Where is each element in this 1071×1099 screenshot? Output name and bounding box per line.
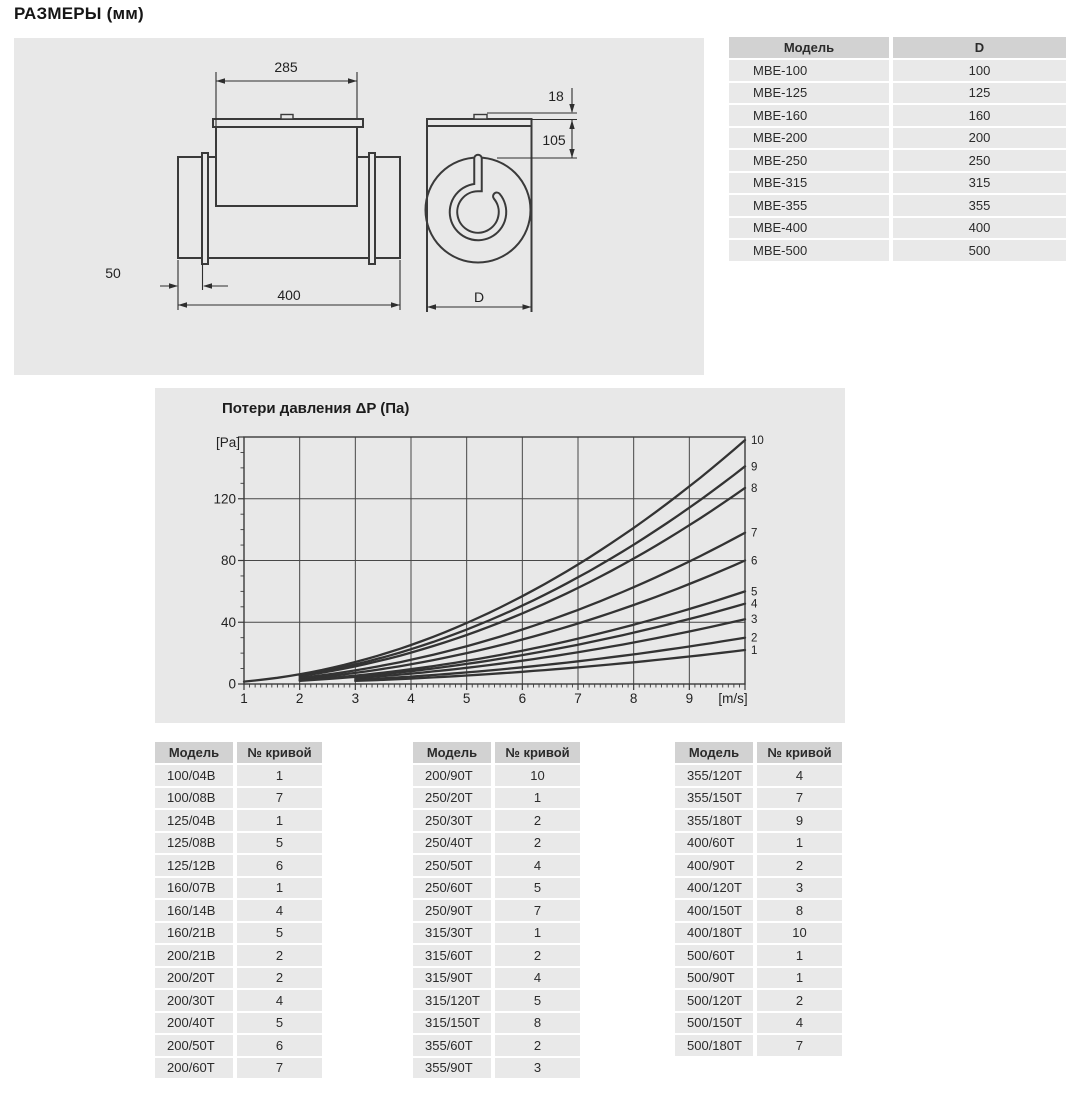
- table-row: [729, 105, 1066, 128]
- table-row: [729, 218, 1066, 241]
- column-header: № кривой: [495, 742, 580, 765]
- value-cell: 5: [237, 923, 322, 946]
- x-axis-unit-label: [m/s]: [718, 691, 748, 706]
- model-cell: 200/21В: [155, 945, 237, 968]
- model-cell: 355/90Т: [413, 1058, 495, 1081]
- model-cell: 250/20Т: [413, 788, 495, 811]
- value-cell: 1: [495, 923, 580, 946]
- table-row: [413, 1013, 580, 1036]
- value-cell: 2: [237, 968, 322, 991]
- value-cell: 8: [495, 1013, 580, 1036]
- header-row: [729, 37, 1066, 60]
- model-cell: 250/40Т: [413, 833, 495, 856]
- model-cell: 355/180Т: [675, 810, 757, 833]
- lid-knob: [281, 115, 293, 120]
- value-cell: 160: [893, 105, 1066, 128]
- dim-label-knob-height: 18: [548, 88, 564, 104]
- data-table: [413, 742, 580, 1080]
- curve-label-2: 2: [751, 632, 758, 645]
- table-row: [413, 968, 580, 991]
- model-cell: 100/04В: [155, 765, 237, 788]
- table-row: [729, 83, 1066, 106]
- x-tick-label: 7: [574, 691, 582, 706]
- curve-label-4: 4: [751, 598, 758, 611]
- column-header: D: [893, 37, 1066, 60]
- value-cell: 250: [893, 150, 1066, 173]
- model-cell: 200/20Т: [155, 968, 237, 991]
- table-row: [155, 788, 322, 811]
- table-row: [155, 923, 322, 946]
- table-row: [729, 195, 1066, 218]
- model-cell: 160/21В: [155, 923, 237, 946]
- table-row: [675, 878, 842, 901]
- value-cell: 2: [757, 855, 842, 878]
- table-row: [155, 833, 322, 856]
- data-table: [729, 37, 1066, 263]
- model-cell: 200/50Т: [155, 1035, 237, 1058]
- x-tick-label: 5: [462, 691, 471, 706]
- table-row: [155, 765, 322, 788]
- table-row: [155, 968, 322, 991]
- table-row: [155, 1013, 322, 1036]
- x-tick-label: 6: [518, 691, 527, 706]
- value-cell: 2: [495, 833, 580, 856]
- model-cell: МВЕ-125: [729, 83, 893, 106]
- model-cell: МВЕ-250: [729, 150, 893, 173]
- dimensions-drawing-panel: [14, 38, 704, 375]
- table-row: [413, 945, 580, 968]
- model-cell: 315/90Т: [413, 968, 495, 991]
- pressure-loss-chart: [155, 388, 845, 723]
- table-row: [413, 855, 580, 878]
- y-tick-label: 40: [220, 614, 236, 630]
- table-row: [413, 1035, 580, 1058]
- data-table: [675, 742, 842, 1058]
- table-row: [729, 60, 1066, 83]
- curve-table-2: [413, 742, 580, 1080]
- table-row: [675, 810, 842, 833]
- table-row: [675, 923, 842, 946]
- value-cell: 4: [237, 900, 322, 923]
- model-cell: 500/120Т: [675, 990, 757, 1013]
- model-cell: 200/40Т: [155, 1013, 237, 1036]
- curve-table-1: [155, 742, 322, 1080]
- table-row: [413, 900, 580, 923]
- model-cell: 315/120Т: [413, 990, 495, 1013]
- table-row: [675, 833, 842, 856]
- model-cell: 500/90Т: [675, 968, 757, 991]
- model-cell: 400/120Т: [675, 878, 757, 901]
- x-tick-label: 4: [407, 691, 415, 706]
- model-cell: МВЕ-315: [729, 173, 893, 196]
- model-cell: 500/150Т: [675, 1013, 757, 1036]
- value-cell: 4: [495, 855, 580, 878]
- terminal-box-lid: [213, 119, 363, 127]
- value-cell: 315: [893, 173, 1066, 196]
- page-title: РАЗМЕРЫ (мм): [14, 4, 144, 23]
- header-row: [413, 742, 580, 765]
- table-row: [675, 788, 842, 811]
- value-cell: 3: [757, 878, 842, 901]
- table-row: [729, 150, 1066, 173]
- table-row: [413, 788, 580, 811]
- column-header: Модель: [675, 742, 757, 765]
- value-cell: 1: [237, 810, 322, 833]
- model-cell: 355/150Т: [675, 788, 757, 811]
- value-cell: 125: [893, 83, 1066, 106]
- column-header: Модель: [729, 37, 893, 60]
- curve-table-3: [675, 742, 842, 1058]
- value-cell: 2: [237, 945, 322, 968]
- x-tick-label: 9: [685, 691, 694, 706]
- curve-label-1: 1: [751, 645, 758, 658]
- value-cell: 2: [495, 1035, 580, 1058]
- table-row: [155, 1058, 322, 1081]
- table-row: [675, 990, 842, 1013]
- model-cell: 250/50Т: [413, 855, 495, 878]
- table-row: [155, 855, 322, 878]
- table-row: [675, 765, 842, 788]
- value-cell: 4: [495, 968, 580, 991]
- x-tick-label: 2: [295, 691, 304, 706]
- model-cell: 125/08В: [155, 833, 237, 856]
- table-row: [675, 1013, 842, 1036]
- value-cell: 5: [495, 990, 580, 1013]
- model-cell: 500/180Т: [675, 1035, 757, 1058]
- terminal-box: [216, 127, 357, 206]
- value-cell: 7: [495, 900, 580, 923]
- value-cell: 1: [757, 945, 842, 968]
- dim-label-box-width: 285: [274, 59, 298, 75]
- model-cell: МВЕ-400: [729, 218, 893, 241]
- model-cell: 160/14В: [155, 900, 237, 923]
- model-cell: 500/60Т: [675, 945, 757, 968]
- front-silhouette: [427, 119, 532, 312]
- model-cell: 400/180Т: [675, 923, 757, 946]
- value-cell: 355: [893, 195, 1066, 218]
- value-cell: 4: [237, 990, 322, 1013]
- value-cell: 500: [893, 240, 1066, 263]
- table-row: [413, 765, 580, 788]
- y-tick-label: 80: [220, 553, 236, 568]
- value-cell: 2: [495, 945, 580, 968]
- value-cell: 400: [893, 218, 1066, 241]
- right-flange: [369, 153, 375, 264]
- value-cell: 9: [757, 810, 842, 833]
- model-cell: 125/04В: [155, 810, 237, 833]
- table-row: [675, 855, 842, 878]
- curve-label-6: 6: [751, 555, 758, 568]
- value-cell: 7: [237, 788, 322, 811]
- table-row: [675, 900, 842, 923]
- model-cell: 250/90Т: [413, 900, 495, 923]
- x-tick-label: 1: [240, 691, 248, 706]
- dimensions-drawing: [14, 38, 704, 375]
- table-row: [729, 173, 1066, 196]
- model-cell: 315/150Т: [413, 1013, 495, 1036]
- model-cell: 355/120Т: [675, 765, 757, 788]
- y-tick-label: 0: [228, 676, 236, 692]
- model-cell: 160/07В: [155, 878, 237, 901]
- front-view: [426, 115, 532, 313]
- value-cell: 1: [495, 788, 580, 811]
- y-tick-label: 120: [213, 491, 236, 507]
- column-header: Модель: [155, 742, 237, 765]
- value-cell: 1: [237, 878, 322, 901]
- value-cell: 10: [757, 923, 842, 946]
- y-axis-unit-label: [Pa]: [215, 435, 240, 450]
- model-cell: 355/60Т: [413, 1035, 495, 1058]
- value-cell: 2: [757, 990, 842, 1013]
- model-cell: 400/90Т: [675, 855, 757, 878]
- model-cell: 200/60Т: [155, 1058, 237, 1081]
- model-cell: 315/60Т: [413, 945, 495, 968]
- model-cell: 250/30Т: [413, 810, 495, 833]
- front-lid-edge: [427, 119, 532, 126]
- column-header: № кривой: [757, 742, 842, 765]
- column-header: Модель: [413, 742, 495, 765]
- x-tick-label: 3: [351, 691, 360, 706]
- table-row: [729, 128, 1066, 151]
- column-header: № кривой: [237, 742, 322, 765]
- value-cell: 7: [237, 1058, 322, 1081]
- value-cell: 5: [495, 878, 580, 901]
- value-cell: 10: [495, 765, 580, 788]
- table-row: [155, 1035, 322, 1058]
- model-cell: 200/90Т: [413, 765, 495, 788]
- value-cell: 1: [237, 765, 322, 788]
- value-cell: 100: [893, 60, 1066, 83]
- table-row: [675, 1035, 842, 1058]
- value-cell: 1: [757, 968, 842, 991]
- curve-label-8: 8: [751, 482, 758, 495]
- value-cell: 4: [757, 765, 842, 788]
- value-cell: 8: [757, 900, 842, 923]
- value-cell: 7: [757, 788, 842, 811]
- header-row: [675, 742, 842, 765]
- table-row: [729, 240, 1066, 263]
- table-row: [155, 945, 322, 968]
- left-flange: [202, 153, 208, 264]
- value-cell: 3: [495, 1058, 580, 1081]
- table-row: [413, 923, 580, 946]
- model-cell: 400/60Т: [675, 833, 757, 856]
- pressure-loss-chart-panel: [155, 388, 845, 723]
- curve-label-3: 3: [751, 614, 758, 627]
- model-cell: 125/12В: [155, 855, 237, 878]
- dim-label-inlet-offset: 50: [105, 265, 121, 281]
- value-cell: 7: [757, 1035, 842, 1058]
- dim-label-total-length: 400: [277, 287, 301, 303]
- model-cell: МВЕ-200: [729, 128, 893, 151]
- value-cell: 2: [495, 810, 580, 833]
- curve-label-9: 9: [751, 461, 758, 474]
- curve-label-7: 7: [751, 527, 758, 540]
- x-tick-label: 8: [629, 691, 638, 706]
- model-cell: МВЕ-160: [729, 105, 893, 128]
- table-row: [155, 810, 322, 833]
- front-knob: [474, 115, 487, 120]
- side-view: [178, 115, 400, 265]
- table-row: [155, 990, 322, 1013]
- model-cell: 315/30Т: [413, 923, 495, 946]
- value-cell: 4: [757, 1013, 842, 1036]
- table-row: [413, 878, 580, 901]
- model-cell: МВЕ-500: [729, 240, 893, 263]
- dim-label-box-height: 105: [542, 132, 566, 148]
- model-cell: 400/150Т: [675, 900, 757, 923]
- value-cell: 6: [237, 1035, 322, 1058]
- header-row: [155, 742, 322, 765]
- model-cell: 250/60Т: [413, 878, 495, 901]
- table-row: [155, 900, 322, 923]
- value-cell: 5: [237, 833, 322, 856]
- value-cell: 200: [893, 128, 1066, 151]
- model-diameter-table: [729, 37, 1066, 263]
- table-row: [413, 810, 580, 833]
- model-cell: МВЕ-355: [729, 195, 893, 218]
- value-cell: 6: [237, 855, 322, 878]
- model-cell: 100/08В: [155, 788, 237, 811]
- value-cell: 1: [757, 833, 842, 856]
- dimension-inlet-offset: [105, 260, 228, 290]
- dim-label-diameter: D: [473, 289, 485, 305]
- curve-label-10: 10: [751, 435, 764, 448]
- table-row: [413, 833, 580, 856]
- dimension-diameter: [427, 289, 532, 310]
- table-row: [675, 968, 842, 991]
- chart-title: Потери давления ΔP (Па): [222, 400, 410, 417]
- table-row: [675, 945, 842, 968]
- value-cell: 5: [237, 1013, 322, 1036]
- table-row: [155, 878, 322, 901]
- model-cell: 200/30Т: [155, 990, 237, 1013]
- curve-label-5: 5: [751, 586, 758, 599]
- table-row: [413, 990, 580, 1013]
- data-table: [155, 742, 322, 1080]
- table-row: [413, 1058, 580, 1081]
- model-cell: МВЕ-100: [729, 60, 893, 83]
- dimension-knob-height: [487, 88, 577, 113]
